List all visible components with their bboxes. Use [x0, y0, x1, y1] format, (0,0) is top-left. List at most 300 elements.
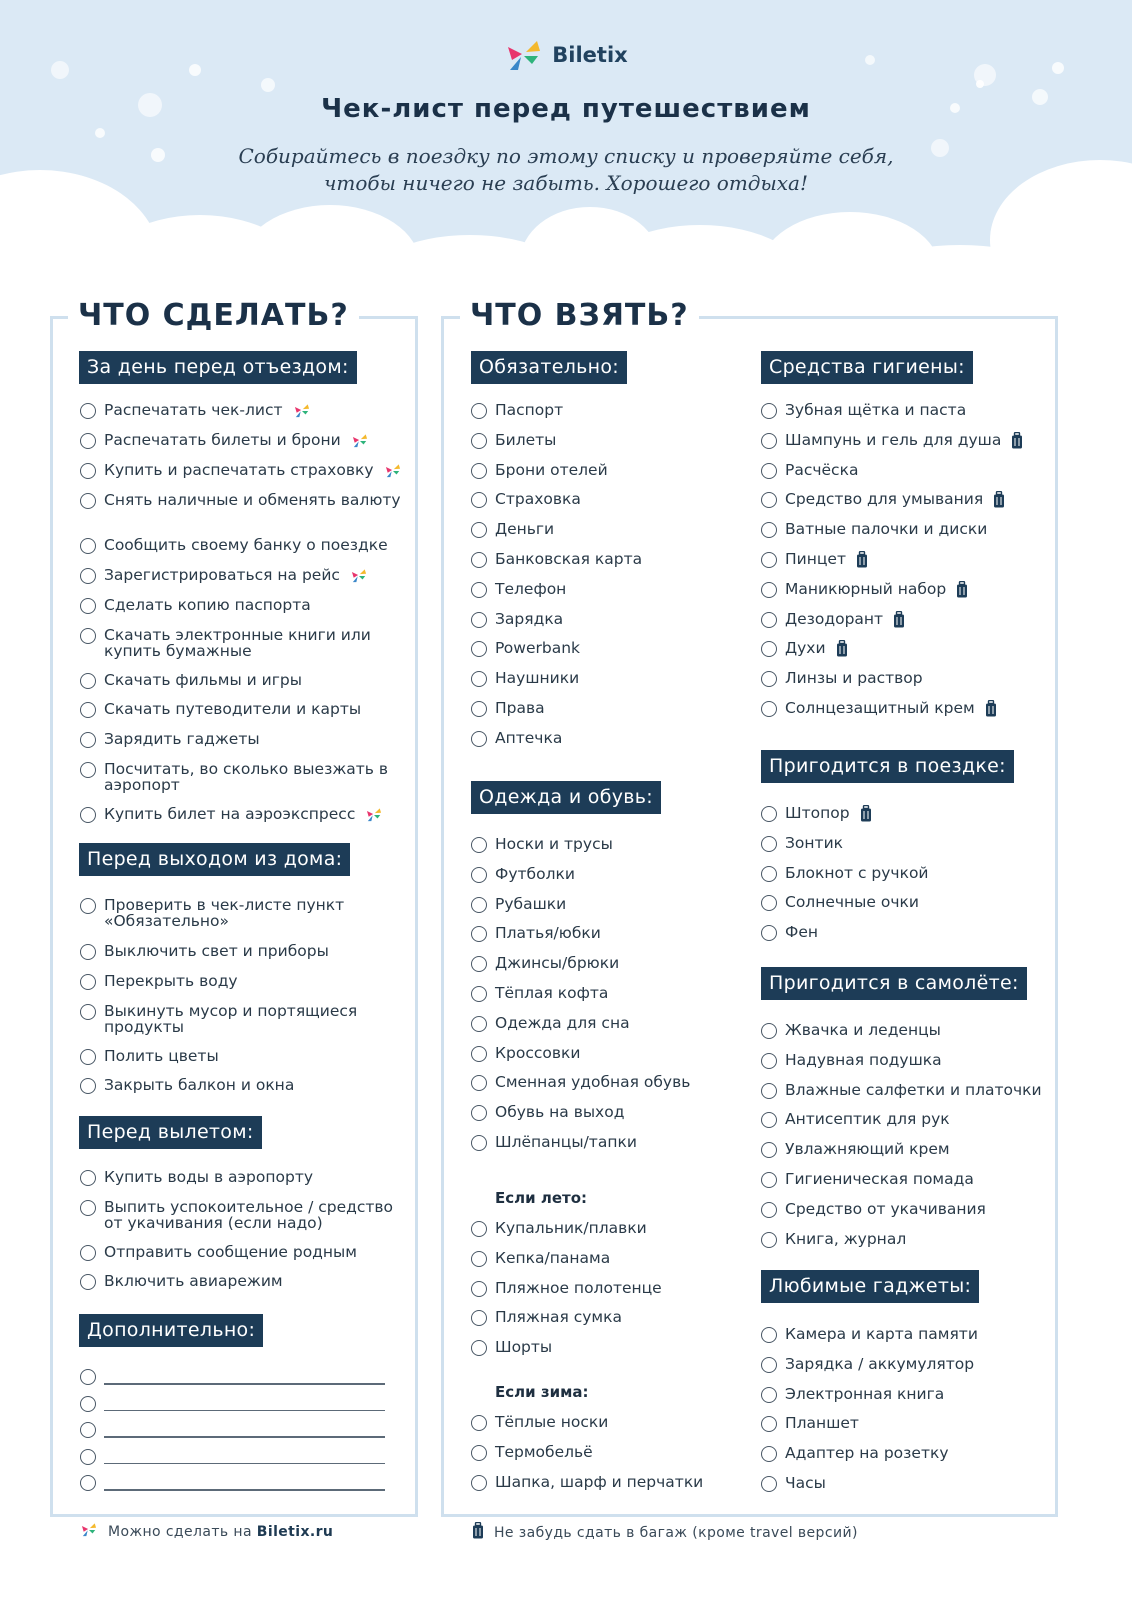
checkbox-circle[interactable] [471, 1340, 487, 1356]
checkbox-circle[interactable] [471, 1105, 487, 1121]
checkbox-circle[interactable] [471, 641, 487, 657]
checkbox-circle[interactable] [471, 1445, 487, 1461]
checkbox-circle[interactable] [761, 1202, 777, 1218]
checklist-item-label: Пляжное полотенце [495, 1278, 662, 1297]
checklist-item[interactable] [471, 579, 731, 598]
checklist-item-label: Полить цветы [104, 1047, 219, 1065]
checklist-item[interactable] [80, 625, 410, 659]
checklist-item[interactable] [471, 519, 731, 538]
biletix-icon [384, 463, 402, 478]
checkbox-circle[interactable] [80, 1078, 96, 1094]
checkbox-circle[interactable] [471, 986, 487, 1002]
checklist-item[interactable] [80, 895, 390, 929]
checklist-item[interactable] [761, 638, 1041, 657]
section-clothes: Одежда и обувь: [471, 781, 661, 814]
blank-write-line[interactable] [104, 1436, 385, 1438]
checkbox-circle[interactable] [471, 552, 487, 568]
checklist-item[interactable] [471, 1337, 731, 1356]
checklist-item[interactable] [80, 1271, 400, 1290]
checklist-item[interactable] [761, 1473, 1041, 1492]
checkbox-circle[interactable] [80, 1049, 96, 1065]
checkbox-circle[interactable] [471, 1415, 487, 1431]
checkbox-circle[interactable] [80, 807, 96, 823]
checklist-item-label: Адаптер на розетку [785, 1444, 949, 1463]
checklist-item[interactable] [80, 729, 410, 748]
checklist-item[interactable] [471, 1013, 731, 1032]
checklist-item-label: Пляжная сумка [495, 1308, 622, 1327]
checklist-item-label: Скачать путеводители и карты [104, 700, 362, 718]
checkbox-circle[interactable] [761, 925, 777, 941]
checkbox-circle[interactable] [471, 731, 487, 747]
section-extra: Дополнительно: [79, 1314, 263, 1347]
checklist-item-label: Солнцезащитный крем [785, 698, 997, 717]
footer-right [472, 1522, 858, 1543]
checklist-item-label: Зарядка [495, 609, 564, 628]
checkbox-circle[interactable] [471, 1281, 487, 1297]
checkbox-circle[interactable] [471, 582, 487, 598]
checklist-item-label: Отправить сообщение родным [104, 1243, 357, 1261]
checklist-item[interactable] [471, 1472, 731, 1491]
checklist-item-label: Купить воды в аэропорту [104, 1168, 314, 1186]
checkbox-circle[interactable] [80, 463, 96, 479]
section-mandatory: Обязательно: [471, 351, 627, 384]
checklist-item-label: Перекрыть воду [104, 972, 238, 990]
checklist-item[interactable] [80, 1197, 400, 1231]
checklist-item-label: Пинцет [785, 549, 868, 568]
checklist-item-label: Электронная книга [785, 1384, 945, 1403]
checklist-item[interactable] [761, 1354, 1041, 1373]
checkbox-circle[interactable] [761, 1357, 777, 1373]
checklist-item[interactable] [471, 1307, 731, 1326]
checkbox-circle[interactable] [471, 1251, 487, 1267]
checklist-item[interactable] [471, 983, 731, 1002]
checklist-item-label: Выключить свет и приборы [104, 942, 329, 960]
checkbox-circle[interactable] [80, 1422, 96, 1438]
checklist-item-label: Линзы и раствор [785, 669, 923, 688]
checkbox-circle[interactable] [471, 1016, 487, 1032]
section-plane: Пригодится в самолёте: [761, 967, 1027, 1000]
checklist-item[interactable] [471, 430, 731, 449]
checklist-item-label: Блокнот с ручкой [785, 863, 929, 882]
extra-blank-item[interactable] [80, 1393, 104, 1412]
checklist-item-label: Средство от укачивания [785, 1199, 986, 1218]
todo-column-title: ЧТО СДЕЛАТЬ? [68, 298, 359, 333]
checklist-item[interactable] [471, 834, 731, 853]
checklist-item[interactable] [761, 668, 1041, 687]
checkbox-circle[interactable] [761, 1446, 777, 1462]
checkbox-circle[interactable] [80, 1170, 96, 1186]
biletix-icon [351, 433, 369, 448]
checklist-item[interactable] [471, 923, 731, 942]
checklist-item-label: Гигиеническая помада [785, 1170, 974, 1188]
checkbox-circle[interactable] [80, 1369, 96, 1385]
checklist-item[interactable] [80, 699, 410, 718]
checklist-item[interactable] [80, 565, 410, 584]
checkbox-circle[interactable] [761, 582, 777, 598]
checkbox-circle[interactable] [471, 1135, 487, 1151]
extra-blank-item[interactable] [80, 1419, 104, 1438]
luggage-icon [893, 611, 905, 628]
checklist-item-label: Зонтик [785, 833, 844, 852]
checkbox-circle[interactable] [471, 956, 487, 972]
checklist-item[interactable] [80, 1167, 400, 1186]
page-subtitle [0, 143, 1132, 197]
checkbox-circle[interactable] [761, 866, 777, 882]
footer-left-text: Можно сделать на [108, 1523, 252, 1540]
checklist-item[interactable] [761, 430, 1041, 449]
checklist-item-label: Расчёска [785, 460, 859, 479]
brand-logo [0, 38, 1132, 76]
checkbox-circle[interactable] [761, 403, 777, 419]
checkbox-circle[interactable] [471, 463, 487, 479]
checklist-item[interactable] [761, 1139, 1051, 1158]
checkbox-circle[interactable] [761, 1416, 777, 1432]
checklist-item[interactable] [761, 519, 1041, 538]
checklist-item-label: Купить билет на аэроэкспресс [104, 804, 383, 822]
checkbox-circle[interactable] [80, 1396, 96, 1412]
checklist-item-label: Тёплые носки [495, 1413, 609, 1431]
checklist-item[interactable] [471, 953, 731, 972]
blank-write-line[interactable] [104, 1410, 385, 1412]
checklist-item[interactable] [471, 1072, 731, 1091]
checklist-item[interactable] [471, 1102, 731, 1121]
checklist-item[interactable] [471, 894, 731, 913]
checkbox-circle[interactable] [80, 1475, 96, 1491]
section-gadgets: Любимые гаджеты: [761, 1270, 979, 1303]
checklist-item-label: Шапка, шарф и перчатки [495, 1472, 704, 1491]
checklist-item-label: Ватные палочки и диски [785, 520, 988, 539]
checkbox-circle[interactable] [761, 641, 777, 657]
biletix-logo-icon [504, 38, 544, 72]
checkbox-circle[interactable] [761, 1142, 777, 1158]
checklist-item[interactable] [761, 833, 1041, 852]
checklist-item[interactable] [761, 1050, 1051, 1069]
checklist-item-label: Купальник/плавки [495, 1219, 647, 1237]
checklist-item[interactable] [80, 535, 410, 554]
checklist-item[interactable] [471, 1442, 731, 1461]
extra-blank-item[interactable] [80, 1366, 104, 1385]
checklist-item[interactable] [761, 892, 1041, 911]
checklist-item-label: Аптечка [495, 728, 563, 747]
checkbox-circle[interactable] [80, 493, 96, 509]
checklist-item[interactable] [761, 1020, 1051, 1039]
extra-blank-item[interactable] [80, 1446, 104, 1465]
checklist-item-label: Выкинуть мусор и портящиеся продукты [104, 1002, 358, 1036]
checklist-item-label: Джинсы/брюки [495, 954, 620, 973]
checkbox-circle[interactable] [761, 552, 777, 568]
checklist-item-label: Включить авиарежим [104, 1272, 283, 1290]
luggage-icon [836, 640, 848, 657]
checklist-item[interactable] [471, 728, 731, 747]
checkbox-circle[interactable] [761, 1232, 777, 1248]
blank-write-line[interactable] [104, 1383, 385, 1385]
checklist-item[interactable] [80, 1001, 390, 1035]
checklist-item-label: Зарядить гаджеты [104, 730, 260, 748]
checklist-item-label: Носки и трусы [495, 835, 613, 853]
checkbox-circle[interactable] [80, 1449, 96, 1465]
checklist-item-label: Скачать электронные книги или купить бумажные [104, 626, 371, 660]
checklist-item-label: Жвачка и леденцы [785, 1021, 941, 1039]
checklist-item[interactable] [80, 490, 410, 509]
footer-luggage-icon [472, 1522, 484, 1543]
checklist-item[interactable] [471, 864, 731, 883]
checklist-item-label: Банковская карта [495, 550, 643, 568]
checkbox-circle[interactable] [761, 492, 777, 508]
checkbox-circle[interactable] [471, 492, 487, 508]
checklist-item[interactable] [80, 941, 390, 960]
checklist-item[interactable] [761, 1413, 1041, 1432]
checkbox-circle[interactable] [471, 671, 487, 687]
checklist-item-label: Книга, журнал [785, 1229, 907, 1248]
take-column-title: ЧТО ВЗЯТЬ? [460, 298, 699, 333]
checklist-item[interactable] [471, 698, 731, 717]
checklist-item[interactable] [761, 609, 1041, 628]
section-hygiene: Средства гигиены: [761, 351, 973, 384]
checklist-item-label: Средство для умывания [785, 489, 1005, 508]
checklist-item-label: Антисептик для рук [785, 1110, 950, 1129]
checklist-item-label: Шлёпанцы/тапки [495, 1133, 637, 1151]
luggage-icon [1011, 432, 1023, 449]
checklist-item-label: Рубашки [495, 894, 567, 913]
checkbox-circle[interactable] [761, 895, 777, 911]
checkbox-circle[interactable] [471, 1310, 487, 1326]
checklist-item[interactable] [471, 460, 731, 479]
checkbox-circle[interactable] [761, 1172, 777, 1188]
footer-site-link[interactable]: Biletix.ru [256, 1523, 334, 1540]
checkbox-circle[interactable] [80, 433, 96, 449]
checklist-item[interactable] [761, 400, 1041, 419]
checklist-item[interactable] [761, 698, 1041, 717]
checklist-item[interactable] [761, 579, 1041, 598]
checklist-item[interactable] [761, 803, 1041, 822]
checkbox-circle[interactable] [80, 732, 96, 748]
checkbox-circle[interactable] [80, 538, 96, 554]
checklist-item-label: Обувь на выход [495, 1103, 625, 1122]
checklist-item[interactable] [471, 609, 731, 628]
checklist-item[interactable] [761, 460, 1041, 479]
checklist-item[interactable] [80, 1242, 400, 1261]
checklist-item-label: Страховка [495, 490, 581, 509]
checkbox-circle[interactable] [761, 1476, 777, 1492]
checkbox-circle[interactable] [761, 701, 777, 717]
checklist-item-label: Увлажняющий крем [785, 1140, 950, 1159]
checkbox-circle[interactable] [761, 1083, 777, 1099]
checklist-item-label: Зубная щётка и паста [785, 401, 967, 419]
checklist-item-label: Тёплая кофта [495, 984, 609, 1002]
checklist-item[interactable] [761, 1109, 1051, 1128]
checklist-item-label: Билеты [495, 430, 557, 449]
checklist-item[interactable] [471, 489, 731, 508]
checklist-item[interactable] [761, 1324, 1041, 1343]
checklist-item[interactable] [80, 460, 410, 479]
checklist-item-label: Маникюрный набор [785, 579, 968, 598]
checkbox-circle[interactable] [80, 1004, 96, 1020]
checkbox-circle[interactable] [761, 1327, 777, 1343]
checklist-item[interactable] [471, 400, 731, 419]
checkbox-circle[interactable] [471, 926, 487, 942]
checkbox-circle[interactable] [80, 702, 96, 718]
extra-blank-item[interactable] [80, 1472, 104, 1491]
checklist-item-label: Часы [785, 1474, 826, 1492]
checklist-item-label: Одежда для сна [495, 1013, 630, 1032]
checklist-item[interactable] [761, 1443, 1041, 1462]
checklist-item-label: Деньги [495, 520, 555, 539]
luggage-icon [985, 700, 997, 717]
checklist-item[interactable] [80, 595, 410, 614]
checkbox-circle[interactable] [80, 403, 96, 419]
checklist-item[interactable] [471, 1278, 731, 1297]
checkbox-circle[interactable] [80, 598, 96, 614]
checklist-item-label: Кроссовки [495, 1043, 581, 1062]
checkbox-circle[interactable] [471, 837, 487, 853]
checklist-item[interactable] [761, 549, 1041, 568]
subtitle-line-1: Собирайтесь в поездку по этому списку и проверяйте себя, [238, 144, 894, 168]
checkbox-circle[interactable] [80, 1274, 96, 1290]
checkbox-circle[interactable] [761, 836, 777, 852]
checkbox-circle[interactable] [761, 463, 777, 479]
checklist-item[interactable] [761, 863, 1041, 882]
checklist-item-label: Зарядка / аккумулятор [785, 1354, 975, 1373]
checkbox-circle[interactable] [471, 1075, 487, 1091]
checklist-item-label: Сообщить своему банку о поездке [104, 536, 388, 554]
checkbox-circle[interactable] [471, 403, 487, 419]
checklist-item-label: Брони отелей [495, 460, 608, 479]
checklist-item-label: Powerbank [495, 639, 581, 658]
checklist-item[interactable] [761, 922, 1041, 941]
biletix-icon [293, 403, 311, 418]
checkbox-circle[interactable] [761, 1053, 777, 1069]
checklist-item[interactable] [761, 1384, 1041, 1403]
checklist-item-label: Распечатать чек-лист [104, 400, 311, 418]
checkbox-circle[interactable] [471, 433, 487, 449]
checklist-item-label: Наушники [495, 669, 580, 688]
checklist-item-label: Выпить успокоительное / средство от укачивания (если надо) [104, 1198, 394, 1232]
checklist-item-label: Платья/юбки [495, 924, 601, 943]
checkbox-circle[interactable] [80, 944, 96, 960]
checklist-item[interactable] [80, 1075, 390, 1094]
checkbox-circle[interactable] [761, 612, 777, 628]
footer-left [80, 1522, 333, 1541]
checkbox-circle[interactable] [80, 898, 96, 914]
checklist-item[interactable] [80, 971, 390, 990]
checklist-item[interactable] [761, 1080, 1051, 1099]
checklist-item[interactable] [471, 549, 731, 568]
section-trip: Пригодится в поездке: [761, 750, 1014, 783]
checklist-item[interactable] [471, 1412, 731, 1431]
checklist-item-label: Фен [785, 923, 819, 942]
checkbox-circle[interactable] [471, 1046, 487, 1062]
checklist-item[interactable] [761, 1169, 1051, 1188]
footer-right-text: Не забудь сдать в багаж (кроме travel версий) [494, 1524, 858, 1541]
checklist-item-label: Посчитать, во сколько выезжать в аэропорт [104, 760, 389, 794]
checklist-item[interactable] [761, 489, 1041, 508]
checkbox-circle[interactable] [761, 806, 777, 822]
checkbox-circle[interactable] [80, 673, 96, 689]
subheading-summer: Если лето: [495, 1189, 588, 1207]
checklist-item[interactable] [471, 638, 731, 657]
checklist-item-label: Сменная удобная обувь [495, 1073, 691, 1092]
checklist-item[interactable] [80, 430, 410, 449]
checklist-item[interactable] [80, 804, 410, 823]
page-title: Чек-лист перед путешествием [321, 94, 811, 124]
checklist-item[interactable] [471, 1132, 731, 1151]
checklist-item-label: Кепка/панама [495, 1248, 611, 1267]
biletix-icon [350, 568, 368, 583]
checkbox-circle[interactable] [471, 897, 487, 913]
checkbox-circle[interactable] [80, 974, 96, 990]
biletix-icon [365, 807, 383, 822]
checkbox-circle[interactable] [471, 612, 487, 628]
checkbox-circle[interactable] [471, 701, 487, 717]
checklist-item-label: Телефон [495, 579, 567, 598]
checklist-item[interactable] [80, 759, 410, 793]
checklist-item-label: Зарегистрироваться на рейс [104, 565, 368, 583]
checklist-item[interactable] [471, 668, 731, 687]
checklist-item-label: Шорты [495, 1338, 553, 1357]
checklist-item-label: Духи [785, 638, 848, 657]
checklist-item[interactable] [761, 1199, 1051, 1218]
checkbox-circle[interactable] [471, 1221, 487, 1237]
checkbox-circle[interactable] [761, 1023, 777, 1039]
section-before-leaving: Перед выходом из дома: [79, 843, 350, 876]
checkbox-circle[interactable] [761, 1387, 777, 1403]
checklist-item-label: Штопор [785, 803, 872, 822]
checkbox-circle[interactable] [761, 522, 777, 538]
checkbox-circle[interactable] [761, 1112, 777, 1128]
checklist-item-label: Надувная подушка [785, 1050, 942, 1069]
checklist-item-label: Термобельё [495, 1442, 593, 1461]
luggage-icon [860, 805, 872, 822]
checklist-item-label: Скачать фильмы и игры [104, 671, 302, 689]
checklist-item[interactable] [80, 670, 410, 689]
checklist-item[interactable] [761, 1229, 1051, 1248]
checklist-item-label: Камера и карта памяти [785, 1325, 978, 1343]
checklist-item[interactable] [471, 1043, 731, 1062]
footer-biletix-icon [80, 1522, 98, 1541]
subtitle-line-2: чтобы ничего не забыть. Хорошего отдыха! [323, 171, 809, 195]
checklist-item-label: Планшет [785, 1414, 859, 1433]
checkbox-circle[interactable] [471, 867, 487, 883]
luggage-icon [856, 551, 868, 568]
checklist-item-label: Футболки [495, 864, 575, 883]
checkbox-circle[interactable] [471, 522, 487, 538]
section-day-before: За день перед отъездом: [79, 351, 357, 384]
checkbox-circle[interactable] [761, 433, 777, 449]
blank-write-line[interactable] [104, 1489, 385, 1491]
checklist-item[interactable] [471, 1248, 731, 1267]
checklist-item-label: Дезодорант [785, 609, 905, 628]
checklist-item[interactable] [80, 400, 410, 419]
checklist-item-label: Распечатать билеты и брони [104, 430, 369, 448]
checklist-item-label: Сделать копию паспорта [104, 596, 311, 614]
checkbox-circle[interactable] [471, 1475, 487, 1491]
luggage-icon [993, 491, 1005, 508]
checklist-item-label: Купить и распечатать страховку [104, 460, 402, 478]
checklist-item-label: Снять наличные и обменять валюту [104, 491, 401, 509]
subheading-winter: Если зима: [495, 1383, 589, 1401]
checklist-item-label: Закрыть балкон и окна [104, 1076, 295, 1094]
checkbox-circle[interactable] [761, 671, 777, 687]
blank-write-line[interactable] [104, 1463, 385, 1465]
checkbox-circle[interactable] [80, 1245, 96, 1261]
checkbox-circle[interactable] [80, 568, 96, 584]
checkbox-circle[interactable] [80, 628, 96, 644]
checkbox-circle[interactable] [80, 1200, 96, 1216]
checklist-item[interactable] [471, 1218, 731, 1237]
logo-text: Biletix [552, 43, 628, 67]
checkbox-circle[interactable] [80, 762, 96, 778]
checklist-item[interactable] [80, 1046, 390, 1065]
